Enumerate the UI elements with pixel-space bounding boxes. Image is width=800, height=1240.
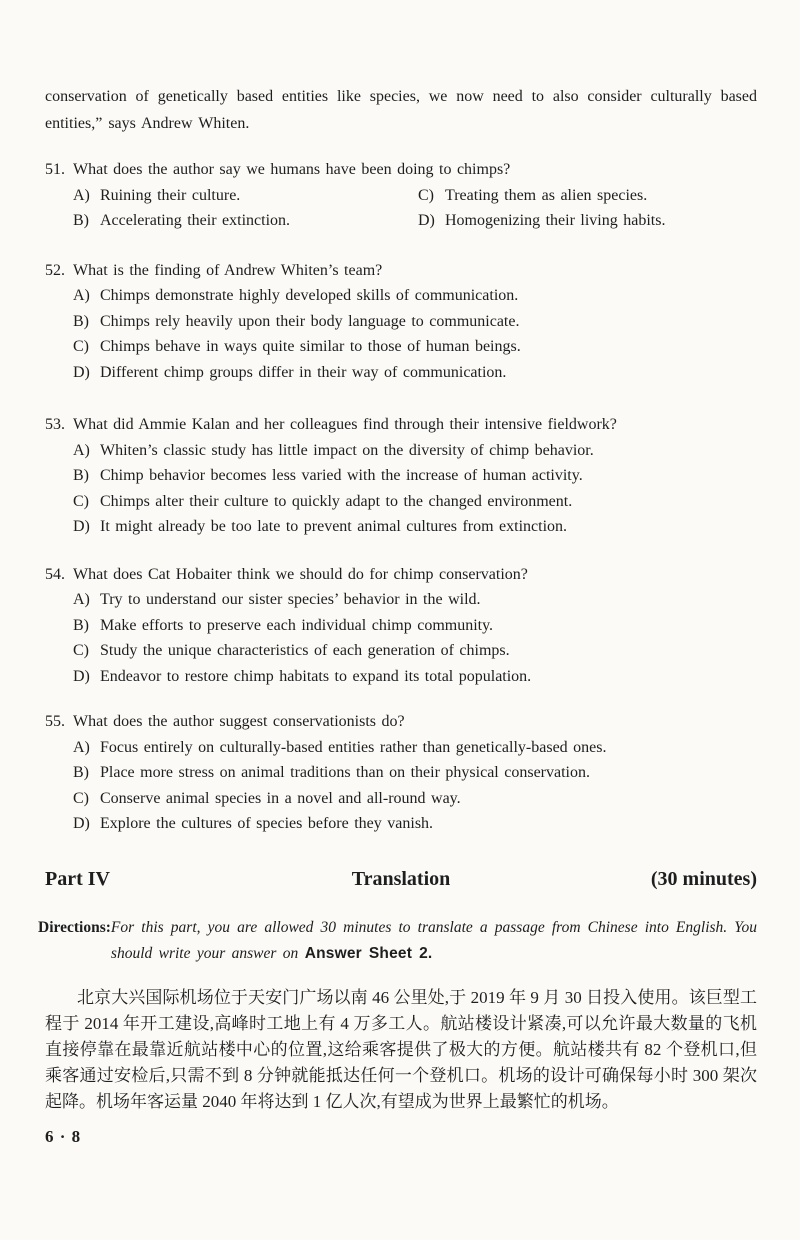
question-number: 52. — [45, 261, 65, 279]
option-text: Conserve animal species in a novel and all-round way. — [100, 789, 461, 807]
option-text: Accelerating their extinction. — [100, 212, 291, 229]
translation-passage: 北京大兴国际机场位于天安门广场以南 46 公里处,于 2019 年 9 月 30 日投入使用。该巨型工程于 2014 年开工建设,高峰时工地上有 4 万多工人。航站楼设计紧凑,可以允许最大数量的飞机直接停靠在最靠近航站楼中心的位置,这给乘客提供了极大的方便。航站楼共有 82 个登机口,但乘客通过安检后,只需不到 8 分钟就能抵达任何一个登机口。机场的设计可确保每小时 300 架次起降。机场年客运量 2040 年将达到 1 亿人次,有望成为世界上最繁忙的机场。 — [45, 987, 757, 1111]
option-label: D) — [418, 212, 435, 229]
option-label: D) — [73, 518, 90, 535]
directions-label: Directions: — [38, 918, 111, 936]
option-text: Make efforts to preserve each individual chimp community. — [100, 616, 494, 634]
option-label: C) — [73, 492, 89, 510]
option-label: A) — [73, 441, 90, 459]
option-52-d — [73, 360, 757, 386]
options-grid — [73, 183, 757, 234]
options-list — [73, 438, 757, 540]
option-label: B) — [73, 467, 89, 484]
option-text: Chimp behavior becomes less varied with the increase of human activity. — [100, 467, 583, 484]
directions-body: For this part, you are allowed 30 minutes to translate a passage from Chinese into English. You should write your answer on — [110, 918, 757, 962]
question-52 — [45, 258, 757, 386]
question-head — [45, 709, 757, 735]
option-54-d — [73, 664, 757, 690]
option-label: C) — [73, 338, 89, 355]
option-label: A) — [73, 591, 90, 608]
question-54 — [45, 562, 757, 690]
question-53 — [45, 412, 757, 540]
option-text: Chimps alter their culture to quickly adapt to the changed environment. — [100, 492, 573, 510]
question-51 — [45, 157, 757, 234]
option-text: Explore the cultures of species before they vanish. — [100, 815, 434, 832]
option-text: Different chimp groups differ in their way of communication. — [100, 363, 507, 381]
option-text: Endeavor to restore chimp habitats to expand its total population. — [100, 667, 532, 685]
options-list — [73, 283, 757, 385]
option-51-b — [73, 208, 412, 234]
option-55-a — [73, 735, 757, 761]
option-text: Try to understand our sister species’ behavior in the wild. — [100, 591, 481, 608]
directions-text — [111, 915, 757, 967]
question-text: What did Ammie Kalan and her colleagues find through their intensive fieldwork? — [73, 416, 617, 433]
question-text: What does the author say we humans have been doing to chimps? — [73, 161, 511, 178]
option-label: C) — [73, 789, 89, 807]
question-head — [45, 562, 757, 588]
option-55-b — [73, 760, 757, 786]
part-label: Part IV — [45, 867, 110, 890]
option-label: D) — [73, 815, 90, 832]
part-header — [45, 865, 757, 893]
part-duration: (30 minutes) — [650, 867, 757, 890]
option-text: Whiten’s classic study has little impact on the diversity of chimp behavior. — [100, 441, 594, 459]
passage-continuation: conservation of genetically based entities like species, we now need to also consider culturally based entities,” says Andrew Whiten. — [45, 88, 757, 132]
option-51-a — [73, 183, 412, 209]
question-text: What does the author suggest conservationists do? — [73, 713, 405, 730]
question-55 — [45, 709, 757, 837]
option-text: Chimps demonstrate highly developed skills of communication. — [100, 287, 519, 304]
option-55-d — [73, 811, 757, 837]
page-number: 6 · 8 — [45, 1126, 82, 1146]
question-number: 51. — [45, 161, 65, 178]
option-text: Ruining their culture. — [100, 186, 241, 204]
option-label: B) — [73, 616, 89, 634]
option-54-a — [73, 587, 757, 613]
option-55-c — [73, 786, 757, 812]
option-text: Study the unique characteristics of each generation of chimps. — [100, 642, 510, 659]
answer-sheet-ref: Answer Sheet 2. — [304, 944, 433, 962]
option-label: A) — [73, 738, 90, 756]
option-label: A) — [73, 287, 90, 304]
option-text: It might already be too late to prevent animal cultures from extinction. — [100, 518, 568, 535]
option-label: D) — [73, 667, 90, 685]
option-label: A) — [73, 186, 90, 204]
question-text: What does Cat Hobaiter think we should do for chimp conservation? — [73, 565, 528, 583]
option-label: C) — [73, 642, 89, 659]
option-label: B) — [73, 312, 89, 330]
option-label: B) — [73, 212, 89, 229]
option-53-a — [73, 438, 757, 464]
option-text: Focus entirely on culturally-based entities rather than genetically-based ones. — [100, 738, 607, 756]
option-label: B) — [73, 764, 89, 781]
question-head — [45, 412, 757, 438]
option-53-d — [73, 514, 757, 540]
question-number: 55. — [45, 713, 65, 730]
option-54-c — [73, 638, 757, 664]
question-number: 53. — [45, 416, 65, 433]
option-52-a — [73, 283, 757, 309]
option-text: Homogenizing their living habits. — [445, 212, 666, 229]
option-label: C) — [418, 186, 434, 204]
option-text: Chimps rely heavily upon their body language to communicate. — [100, 312, 520, 330]
option-text: Treating them as alien species. — [445, 186, 648, 204]
part-title: Translation — [351, 867, 451, 890]
question-head — [45, 258, 757, 284]
question-text: What is the finding of Andrew Whiten’s team? — [73, 261, 383, 279]
option-53-c — [73, 489, 757, 515]
exam-page — [0, 83, 800, 1240]
option-51-c — [418, 183, 757, 209]
option-51-d — [418, 208, 757, 234]
option-label: D) — [73, 363, 90, 381]
option-52-c — [73, 334, 757, 360]
option-52-b — [73, 309, 757, 335]
option-text: Place more stress on animal traditions than on their physical conservation. — [100, 764, 590, 781]
option-54-b — [73, 613, 757, 639]
option-text: Chimps behave in ways quite similar to those of human beings. — [100, 338, 521, 355]
options-list — [73, 735, 757, 837]
options-list — [73, 587, 757, 689]
option-53-b — [73, 463, 757, 489]
directions-block — [38, 915, 757, 967]
question-number: 54. — [45, 565, 65, 583]
question-head — [45, 157, 757, 183]
